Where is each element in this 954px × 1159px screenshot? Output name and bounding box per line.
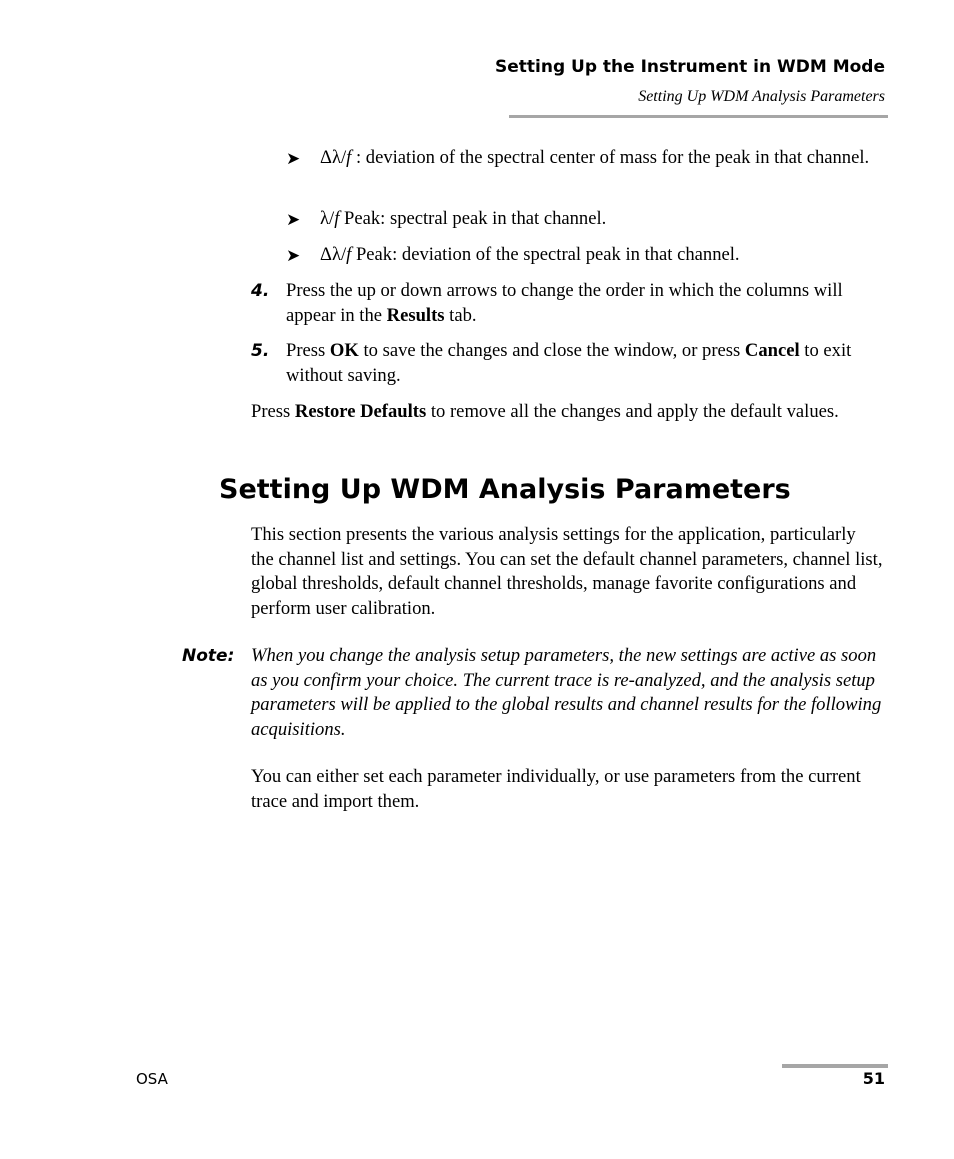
step-text-part: tab. [444, 304, 477, 326]
symbol-f: f [346, 147, 352, 168]
symbol: Δλ/ [320, 147, 347, 168]
bullet-text: Peak: spectral peak in that channel. [339, 208, 607, 229]
symbol: Δλ/ [320, 244, 347, 265]
bullet-text: : deviation of the spectral center of mass for the peak in that channel. [351, 147, 870, 168]
note-label: Note: [182, 646, 235, 666]
step-text-part: to exit without saving. [286, 340, 852, 386]
symbol-f: f [346, 244, 352, 265]
section-heading: Setting Up WDM Analysis Parameters [219, 474, 791, 505]
closing-paragraph: You can either set each parameter individually, or use parameters from the current trace and import them. [251, 766, 861, 812]
ui-term: Restore Defaults [294, 401, 427, 422]
footer-rule [782, 1064, 888, 1068]
step-number: 4. [251, 281, 270, 301]
list-item [320, 146, 885, 171]
step-number: 5. [251, 341, 270, 361]
restore-defaults-paragraph [251, 400, 886, 425]
list-item [320, 207, 885, 232]
bullet-arrow-icon: ➤ [286, 246, 301, 265]
bullet-text: Peak: deviation of the spectral peak in that channel. [351, 244, 740, 265]
symbol-f: f [334, 208, 340, 229]
step-text [286, 279, 886, 328]
ui-term: Cancel [744, 340, 800, 361]
bullet-arrow-icon: ➤ [286, 210, 301, 229]
step-text-part: to save the changes and close the window, or press [358, 340, 745, 361]
ui-term: OK [329, 340, 359, 361]
step-text-part: Press the up or down arrows to change the order in which the columns will appear in the [286, 280, 843, 326]
paragraph-part: to remove all the changes and apply the default values. [426, 401, 839, 422]
step-text-part: Press [286, 340, 330, 361]
paragraph-part: Press [251, 401, 295, 422]
note-text: When you change the analysis setup parameters, the new settings are active as soon as you confirm your choice. The current trace is re-analyzed, and the analysis setup parameters will be applied to the global results and channel results for the following acquisitions. [251, 645, 882, 740]
list-item [320, 243, 885, 268]
running-header-subtitle: Setting Up WDM Analysis Parameters [638, 88, 885, 105]
ui-term: Results [386, 304, 445, 326]
page-number: 51 [862, 1069, 885, 1088]
bullet-arrow-icon: ➤ [286, 149, 301, 168]
footer-product: OSA [136, 1070, 168, 1088]
step-text [286, 339, 886, 388]
running-header-title: Setting Up the Instrument in WDM Mode [494, 57, 885, 77]
intro-paragraph: This section presents the various analysis settings for the application, particularly the channel list and settings. You can set the default channel parameters, channel list, global thresholds, default channel thresholds, manage favorite configurations and perform user calibration. [251, 524, 883, 619]
symbol: λ/ [320, 208, 335, 229]
header-rule [509, 115, 888, 118]
